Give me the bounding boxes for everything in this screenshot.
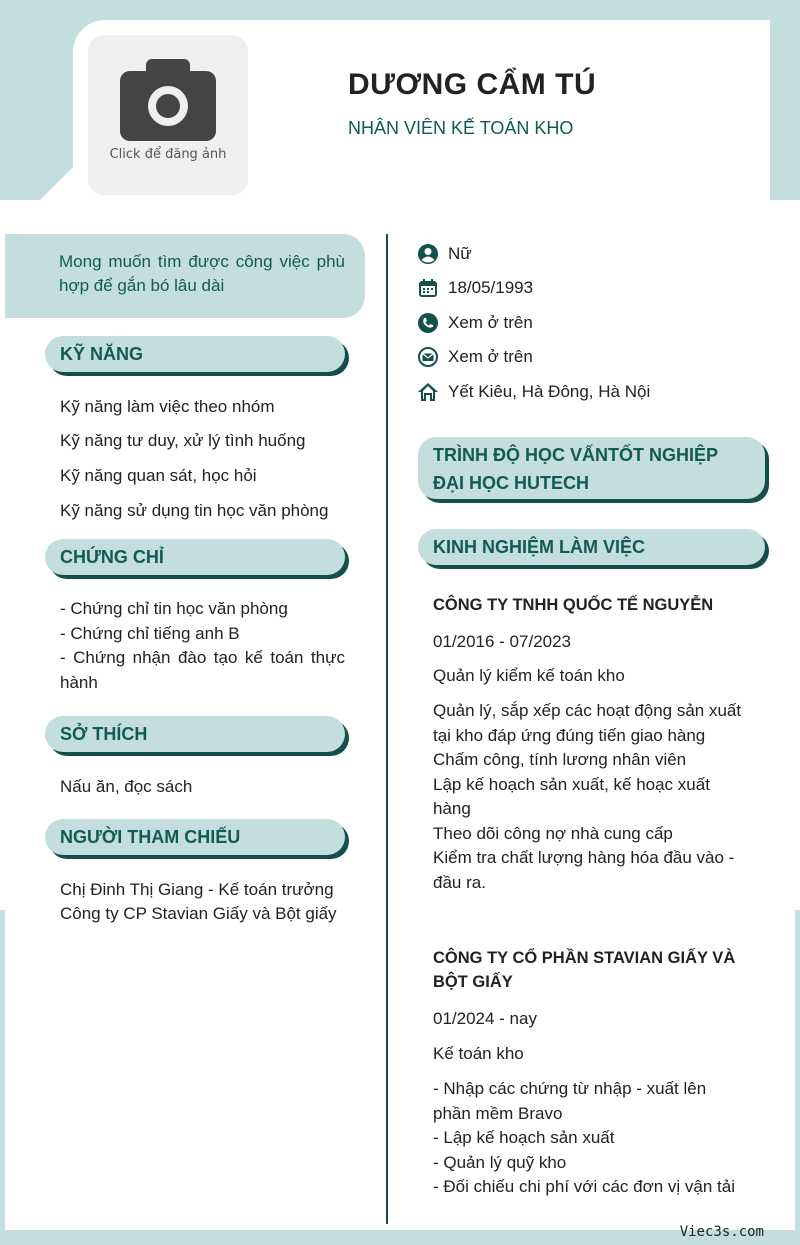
phone-icon [418,313,438,333]
hobbies-text: Nấu ăn, đọc sách [60,777,193,796]
email-row [418,347,533,367]
calendar-icon [418,278,438,298]
references-heading: NGƯỜI THAM CHIẾU [45,819,345,855]
photo-caption: Click để đăng ảnh [109,147,227,162]
photo-upload[interactable] [88,35,248,195]
education-heading: TRÌNH ĐỘ HỌC VẤNTỐT NGHIỆP ĐẠI HỌC HUTECH [418,437,765,499]
career-objective: Mong muốn tìm được công việc phù hợp để gắn bó lâu dài [5,234,365,318]
job-title: NHÂN VIÊN KẾ TOÁN KHO [348,118,574,138]
watermark: Viec3s.com [679,1224,764,1240]
candidate-name: DƯƠNG CẨM TÚ [348,68,597,101]
birthday-value: 18/05/1993 [448,278,534,297]
phone-row [418,313,533,333]
birthday-row [418,278,533,298]
certificates-list: - Chứng chỉ tin học văn phòng - Chứng chỉ tiếng anh B - Chứng nhận đào tạo kế toán thực hành [60,599,345,692]
experience-heading: KINH NGHIỆM LÀM VIỆC [418,529,765,565]
job-company: CÔNG TY TNHH QUỐC TẾ NGUYỄN [433,596,714,614]
references-text: Chị Đinh Thị Giang - Kế toán trưởng Công ty CP Stavian Giấy và Bột giấy [60,880,337,923]
gender-value: Nữ [448,244,472,263]
camera-icon [120,57,216,141]
right-border-strip [780,200,800,910]
hobbies-heading: SỞ THÍCH [45,716,345,752]
skill-item: Kỹ năng quan sát, học hỏi [60,466,257,485]
gender-row [418,244,472,264]
email-value: Xem ở trên [448,347,533,366]
job-period: 01/2024 - nay [433,1009,537,1028]
job-position: Quản lý kiểm kế toán kho [433,666,625,685]
skill-item: Kỹ năng sử dụng tin học văn phòng [60,501,329,520]
email-icon [418,347,438,367]
column-divider [386,234,388,1224]
job-company: CÔNG TY CỔ PHẦN STAVIAN GIẤY VÀ BỘT GIẤY [433,949,736,991]
skill-item: Kỹ năng làm việc theo nhóm [60,397,275,416]
address-value: Yết Kiêu, Hà Đông, Hà Nội [448,382,651,401]
skills-heading: KỸ NĂNG [45,336,345,372]
home-icon [418,382,438,402]
user-icon [418,244,438,264]
job-description: Quản lý, sắp xếp các hoạt động sản xuất tại kho đáp ứng đúng tiến giao hàng Chấm công, tính lương nhân viên Lập kế hoạch sản xuất, kế hoạc xuất hàng Theo dõi công nợ nhà cung cấp Kiểm tra chất lượng hàng hóa đầu vào - đầu ra. [433,701,742,892]
skill-item: Kỹ năng tư duy, xử lý tình huống [60,431,306,450]
phone-value: Xem ở trên [448,313,533,332]
job-period: 01/2016 - 07/2023 [433,632,572,651]
certificates-heading: CHỨNG CHỈ [45,539,345,575]
job-position: Kế toán kho [433,1044,524,1063]
job-description: - Nhập các chứng từ nhập - xuất lên phần mềm Bravo - Lập kế hoạch sản xuất - Quản lý quỹ kho - Đối chiếu chi phí với các đơn vị vận tải [433,1079,735,1196]
address-row [418,382,650,402]
